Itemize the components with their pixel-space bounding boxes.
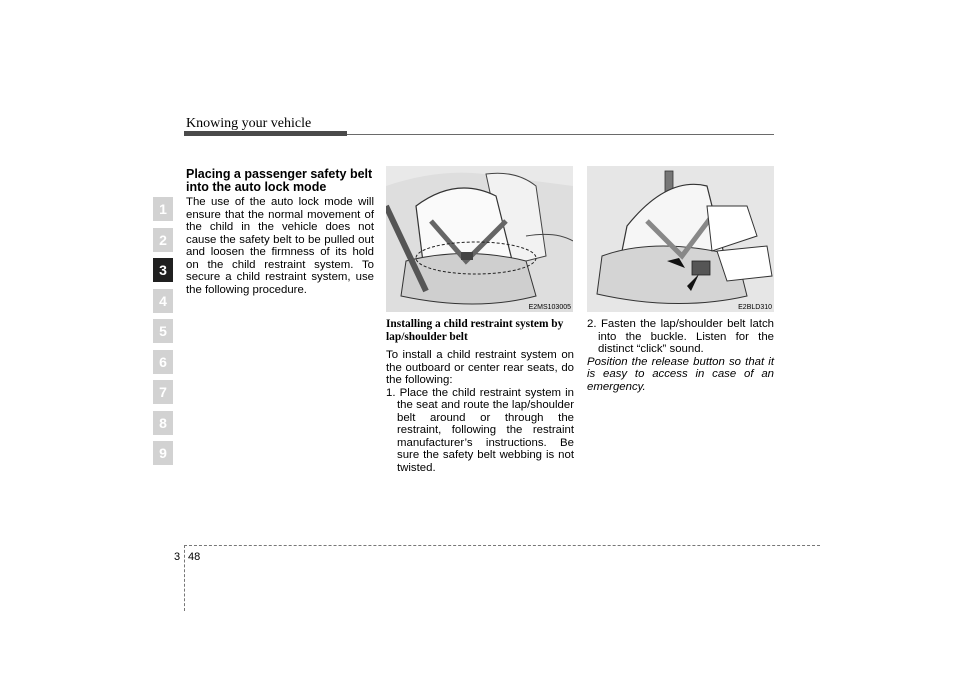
install-intro: To install a child restraint system on the outboard or center rear seats, do the following: <box>386 349 574 386</box>
header-title: Knowing your vehicle <box>186 116 312 131</box>
chapter-tab-4[interactable]: 4 <box>153 289 173 313</box>
figure-caption: E2MS103005 <box>528 304 571 311</box>
install-step-1: 1. Place the child restraint system in the seat and route the lap/shoulder belt around or through the restraint, following the restraint manufacturer’s instructions. Be sure the safety belt webbing is not twisted. <box>386 386 574 474</box>
section-heading: Placing a passenger safety belt into the auto lock mode <box>186 167 373 194</box>
footer-page-number: 48 <box>188 551 201 563</box>
install-step-2: 2. Fasten the lap/shoulder belt latch into the buckle. Listen for the distinct “click” sound. <box>587 318 774 355</box>
chapter-tab-8[interactable]: 8 <box>153 411 173 435</box>
figure-buckle-latch <box>587 166 774 312</box>
footer-divider <box>184 545 185 611</box>
buckle-illustration <box>587 166 774 312</box>
column-left <box>186 168 374 296</box>
figure-caption: E2BLD310 <box>738 304 772 311</box>
chapter-tab-1[interactable]: 1 <box>153 197 173 221</box>
figure-child-seat-belt-routing <box>386 166 573 312</box>
header-rule-line <box>347 134 774 135</box>
chapter-tab-6[interactable]: 6 <box>153 350 173 374</box>
chapter-tab-7[interactable]: 7 <box>153 380 173 404</box>
footer-rule <box>184 545 820 546</box>
footer-chapter-number: 3 <box>174 551 181 563</box>
section-intro: The use of the auto lock mode will ensure that the normal movement of the child in the vehicle does not cause the safety belt to be pulled out and loosen the firmness of its hold on the child restraint system. To secure a child restraint system, use the following procedure. <box>186 196 374 296</box>
install-heading: Installing a child restraint system by lap/shoulder belt <box>386 318 564 343</box>
install-note: Position the release button so that it is easy to access in case of an emergency. <box>587 355 774 393</box>
chapter-tab-3[interactable]: 3 <box>153 258 173 282</box>
header-rule <box>184 131 347 136</box>
chapter-tabs <box>153 197 173 472</box>
chapter-tab-9[interactable]: 9 <box>153 441 173 465</box>
child-seat-illustration <box>386 166 573 312</box>
column-middle <box>386 318 574 474</box>
chapter-tab-2[interactable]: 2 <box>153 228 173 252</box>
column-right <box>587 318 774 393</box>
chapter-tab-5[interactable]: 5 <box>153 319 173 343</box>
